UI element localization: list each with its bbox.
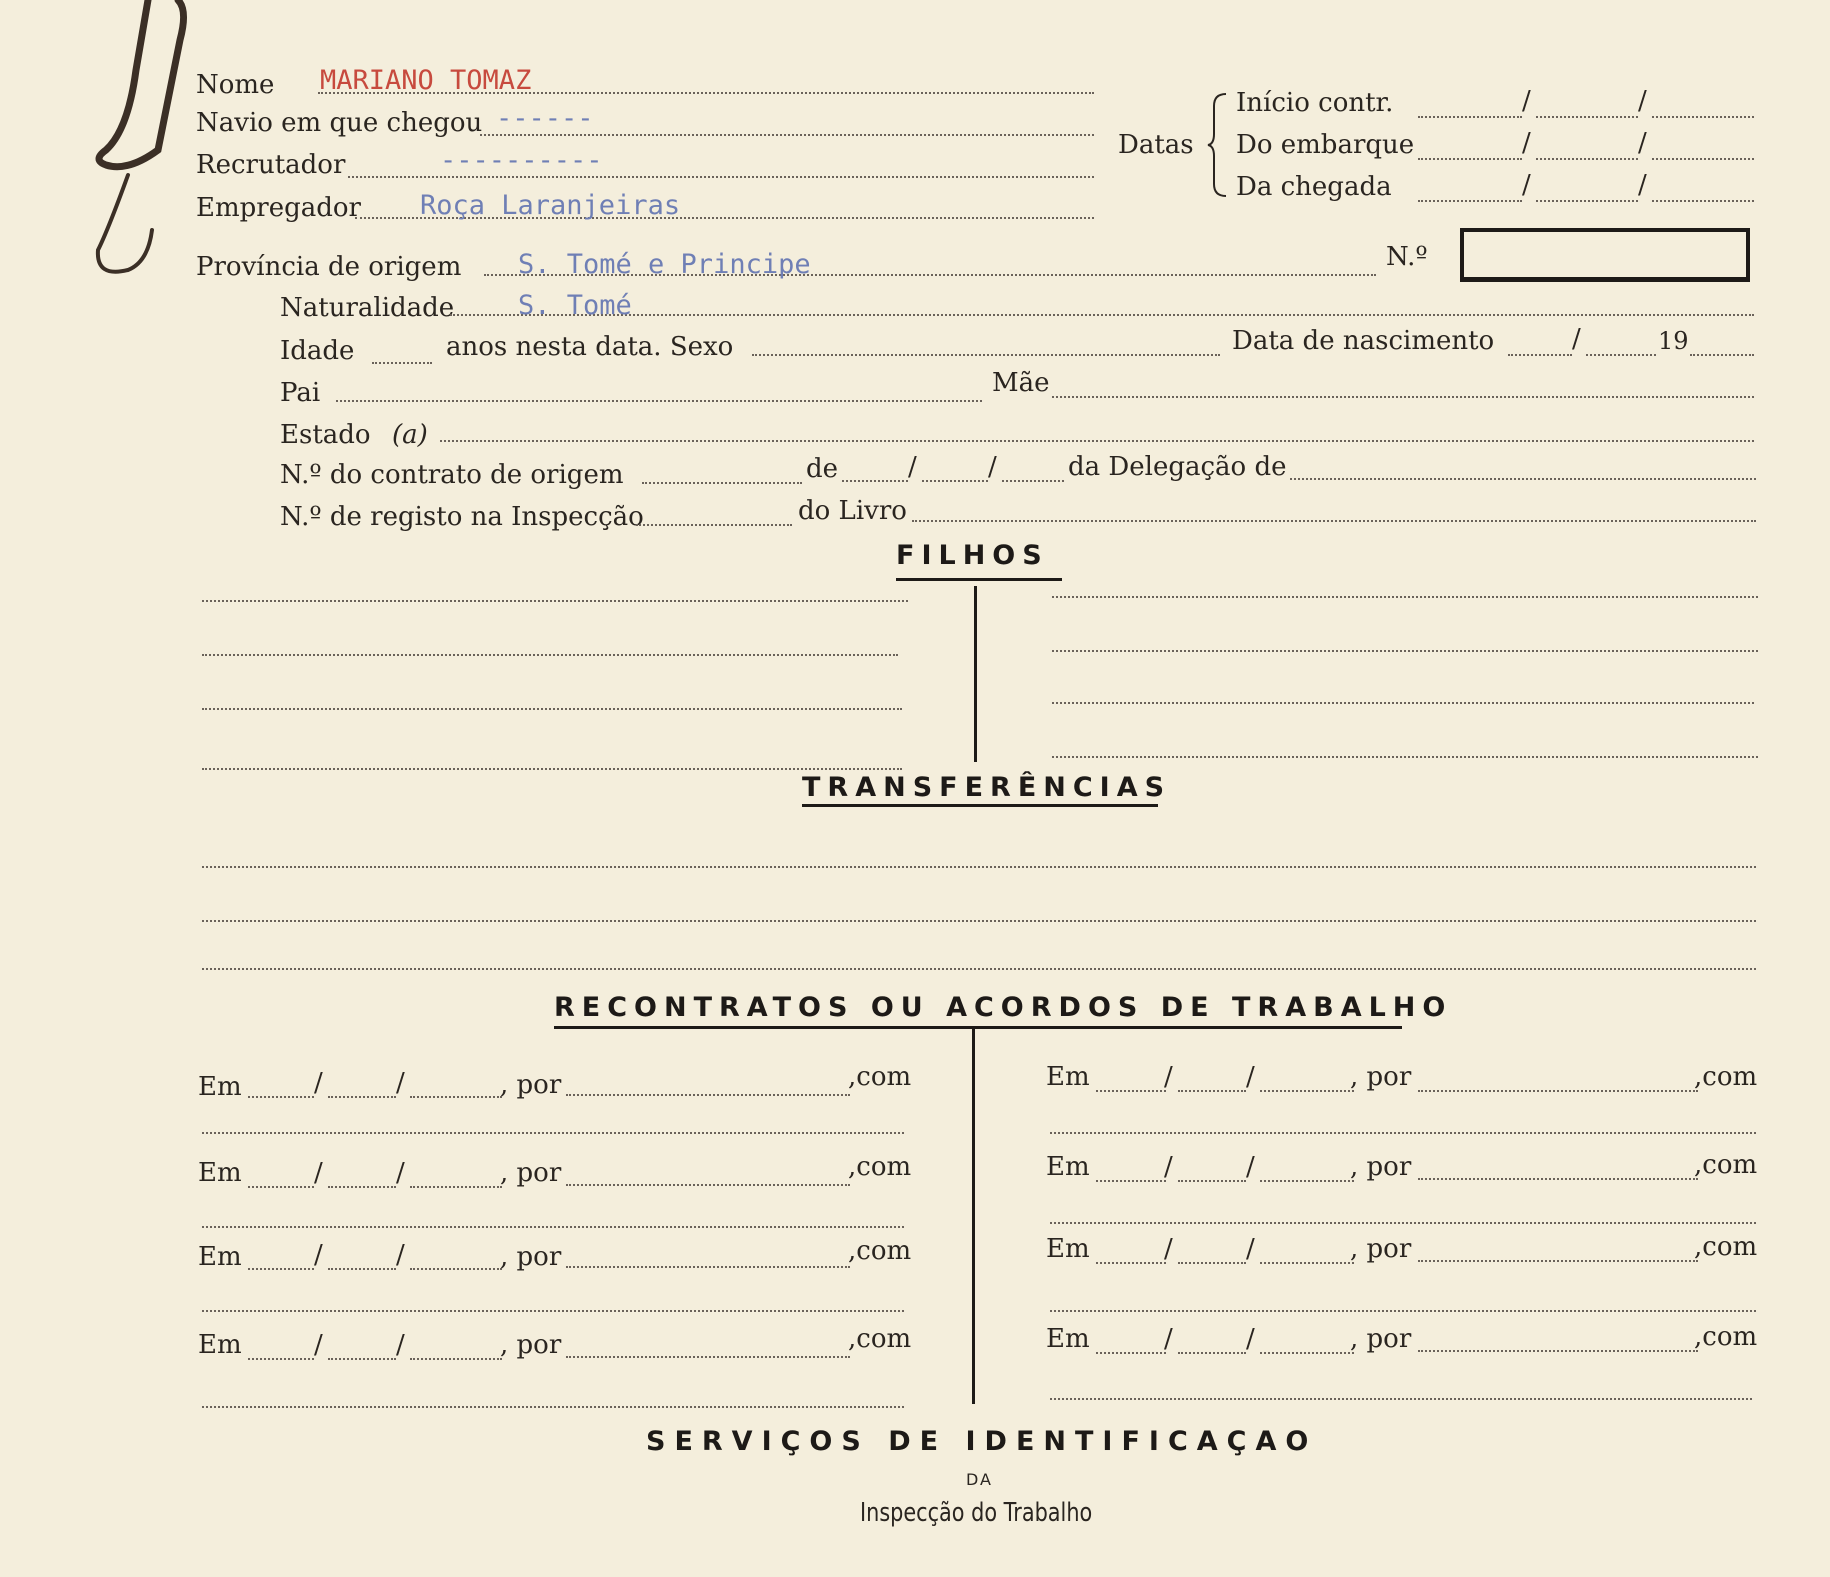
filhos-line-left[interactable] xyxy=(202,600,908,602)
por-label: , por xyxy=(1350,1324,1412,1354)
em-month[interactable] xyxy=(1178,1352,1246,1354)
slash: / xyxy=(1164,1234,1173,1264)
filhos-heading: FILHOS xyxy=(896,540,1049,571)
slash: / xyxy=(1522,86,1531,116)
filhos-line-right[interactable] xyxy=(1052,756,1758,758)
chegada-day[interactable] xyxy=(1418,200,1522,202)
slash: / xyxy=(396,1240,405,1270)
recrutador-value[interactable]: ---------- xyxy=(440,145,603,176)
chegada-year[interactable] xyxy=(1652,200,1754,202)
com-label: ,com xyxy=(1694,1322,1758,1352)
estado-note: (a) xyxy=(392,420,428,450)
slash: / xyxy=(1246,1324,1255,1354)
transferencia-line[interactable] xyxy=(202,968,1756,970)
filhos-line-right[interactable] xyxy=(1052,650,1758,652)
por-label: , por xyxy=(500,1158,562,1188)
embarque-label: Do embarque xyxy=(1236,130,1415,160)
slash: / xyxy=(1638,170,1647,200)
com-label: ,com xyxy=(1694,1062,1758,1092)
em-month[interactable] xyxy=(1178,1180,1246,1182)
em-day[interactable] xyxy=(248,1186,314,1188)
pai-field[interactable] xyxy=(336,400,982,402)
por-label: , por xyxy=(1350,1062,1412,1092)
recrutador-field-line xyxy=(348,176,1094,178)
por-field[interactable] xyxy=(566,1184,850,1186)
inicio-month[interactable] xyxy=(1536,116,1638,118)
slash: / xyxy=(1522,170,1531,200)
em-day[interactable] xyxy=(248,1358,314,1360)
com-field[interactable] xyxy=(202,1406,904,1408)
em-year[interactable] xyxy=(1260,1090,1354,1092)
transferencias-heading: TRANSFERÊNCIAS xyxy=(802,772,1172,803)
por-label: , por xyxy=(500,1070,562,1100)
em-year[interactable] xyxy=(1260,1180,1354,1182)
navio-field-line xyxy=(480,134,1094,136)
embarque-year[interactable] xyxy=(1652,158,1754,160)
slash: / xyxy=(314,1330,323,1360)
em-label: Em xyxy=(198,1242,242,1272)
slash: / xyxy=(1638,86,1647,116)
por-field[interactable] xyxy=(566,1266,850,1268)
filhos-line-left[interactable] xyxy=(202,708,902,710)
transferencia-line[interactable] xyxy=(202,866,1756,868)
com-label: ,com xyxy=(848,1324,912,1354)
em-day[interactable] xyxy=(1096,1180,1166,1182)
embarque-month[interactable] xyxy=(1536,158,1638,160)
por-field[interactable] xyxy=(566,1356,850,1358)
nascimento-year[interactable] xyxy=(1690,354,1754,356)
em-day[interactable] xyxy=(248,1268,314,1270)
estado-field[interactable] xyxy=(440,440,1754,442)
contrato-day[interactable] xyxy=(842,480,908,482)
nascimento-month[interactable] xyxy=(1586,354,1656,356)
em-year[interactable] xyxy=(410,1268,502,1270)
por-field[interactable] xyxy=(566,1094,850,1096)
livro-field[interactable] xyxy=(912,520,1756,522)
com-label: ,com xyxy=(848,1236,912,1266)
em-label: Em xyxy=(198,1072,242,1102)
filhos-underline xyxy=(896,578,1062,581)
filhos-line-left[interactable] xyxy=(202,768,902,770)
com-field[interactable] xyxy=(1050,1132,1756,1134)
contrato-label: N.º do contrato de origem xyxy=(280,460,624,490)
em-year[interactable] xyxy=(410,1358,502,1360)
navio-label: Navio em que chegou xyxy=(196,108,483,138)
com-label: ,com xyxy=(848,1152,912,1182)
estado-label: Estado xyxy=(280,420,371,450)
em-month[interactable] xyxy=(328,1096,396,1098)
por-label: , por xyxy=(500,1242,562,1272)
registo-field[interactable] xyxy=(636,524,792,526)
com-label: ,com xyxy=(1694,1150,1758,1180)
em-day[interactable] xyxy=(1096,1352,1166,1354)
slash: / xyxy=(908,452,917,482)
delegacao-label: da Delegação de xyxy=(1068,452,1287,482)
naturalidade-field-line xyxy=(450,314,1754,316)
com-field[interactable] xyxy=(202,1132,904,1134)
chegada-month[interactable] xyxy=(1536,200,1638,202)
recrutador-label: Recrutador xyxy=(196,150,346,180)
filhos-line-right[interactable] xyxy=(1052,702,1754,704)
inspeccao-label: Inspecção do Trabalho xyxy=(860,1498,1093,1528)
navio-value[interactable]: ------ xyxy=(496,103,594,134)
por-label: , por xyxy=(1350,1152,1412,1182)
livro-label: do Livro xyxy=(798,496,907,526)
recontratos-divider xyxy=(972,1028,975,1404)
inicio-day[interactable] xyxy=(1418,116,1522,118)
idade-label: Idade xyxy=(280,336,355,366)
nome-value[interactable]: MARIANO TOMAZ xyxy=(320,65,532,96)
provincia-label: Província de origem xyxy=(196,252,462,282)
nome-label: Nome xyxy=(196,70,275,100)
slash: / xyxy=(1246,1234,1255,1264)
filhos-line-right[interactable] xyxy=(1052,596,1758,598)
com-field[interactable] xyxy=(1050,1398,1752,1400)
slash: / xyxy=(1522,128,1531,158)
slash: / xyxy=(314,1158,323,1188)
da-label: DA xyxy=(966,1470,993,1489)
em-label: Em xyxy=(1046,1062,1090,1092)
em-label: Em xyxy=(198,1158,242,1188)
curly-brace-icon xyxy=(1206,92,1230,198)
em-month[interactable] xyxy=(328,1358,396,1360)
mae-field[interactable] xyxy=(1052,396,1754,398)
slash: / xyxy=(1246,1062,1255,1092)
nascimento-year-prefix: 19 xyxy=(1658,327,1689,355)
filhos-line-left[interactable] xyxy=(202,654,898,656)
nascimento-day[interactable] xyxy=(1508,354,1572,356)
em-month[interactable] xyxy=(328,1186,396,1188)
pai-label: Pai xyxy=(280,378,321,408)
em-month[interactable] xyxy=(1178,1090,1246,1092)
anos-sexo-label: anos nesta data. Sexo xyxy=(446,332,734,362)
numero-box[interactable] xyxy=(1460,228,1750,282)
slash: / xyxy=(396,1158,405,1188)
em-day[interactable] xyxy=(1096,1090,1166,1092)
naturalidade-label: Naturalidade xyxy=(280,293,455,323)
em-year[interactable] xyxy=(410,1096,502,1098)
chegada-label: Da chegada xyxy=(1236,172,1392,202)
slash: / xyxy=(396,1330,405,1360)
em-day[interactable] xyxy=(248,1096,314,1098)
servicos-heading: SERVIÇOS DE IDENTIFICAÇAO xyxy=(646,1426,1318,1457)
por-field[interactable] xyxy=(1418,1178,1698,1180)
datas-label: Datas xyxy=(1118,130,1194,160)
filhos-divider xyxy=(974,586,977,762)
com-label: ,com xyxy=(848,1062,912,1092)
com-field[interactable] xyxy=(202,1310,904,1312)
slash: / xyxy=(1164,1062,1173,1092)
por-field[interactable] xyxy=(1418,1350,1698,1352)
em-day[interactable] xyxy=(1096,1262,1166,1264)
em-label: Em xyxy=(1046,1152,1090,1182)
em-year[interactable] xyxy=(1260,1262,1354,1264)
em-month[interactable] xyxy=(1178,1262,1246,1264)
delegacao-field[interactable] xyxy=(1290,478,1756,480)
em-year[interactable] xyxy=(410,1186,502,1188)
mae-label: Mãe xyxy=(992,368,1050,398)
sexo-field[interactable] xyxy=(752,354,1220,356)
slash: / xyxy=(1164,1324,1173,1354)
com-field[interactable] xyxy=(1050,1310,1756,1312)
provincia-value[interactable]: S. Tomé e Principe xyxy=(518,249,811,280)
com-label: ,com xyxy=(1694,1232,1758,1262)
contrato-field[interactable] xyxy=(642,482,802,484)
recontratos-heading: RECONTRATOS OU ACORDOS DE TRABALHO xyxy=(554,992,1453,1023)
em-year[interactable] xyxy=(1260,1352,1354,1354)
embarque-day[interactable] xyxy=(1418,158,1522,160)
slash: / xyxy=(988,452,997,482)
empregador-label: Empregador xyxy=(196,193,361,223)
em-label: Em xyxy=(198,1330,242,1360)
transferencia-line[interactable] xyxy=(202,920,1756,922)
contrato-de-label: de xyxy=(806,454,839,484)
slash: / xyxy=(1638,128,1647,158)
em-label: Em xyxy=(1046,1234,1090,1264)
slash: / xyxy=(314,1240,323,1270)
inicio-label: Início contr. xyxy=(1236,88,1394,118)
empregador-value[interactable]: Roça Laranjeiras xyxy=(420,190,681,221)
slash: / xyxy=(314,1068,323,1098)
registo-label: N.º de registo na Inspecção xyxy=(280,502,644,532)
por-label: , por xyxy=(1350,1234,1412,1264)
contrato-month[interactable] xyxy=(922,480,988,482)
slash: / xyxy=(1164,1152,1173,1182)
nascimento-label: Data de nascimento xyxy=(1232,326,1495,356)
em-label: Em xyxy=(1046,1324,1090,1354)
contrato-year[interactable] xyxy=(1002,480,1064,482)
naturalidade-value[interactable]: S. Tomé xyxy=(518,290,632,321)
com-field[interactable] xyxy=(202,1226,904,1228)
paperclip-icon xyxy=(88,0,198,290)
por-field[interactable] xyxy=(1418,1090,1698,1092)
slash: / xyxy=(1572,324,1581,354)
numero-label: N.º xyxy=(1386,242,1428,272)
inicio-year[interactable] xyxy=(1652,116,1754,118)
em-month[interactable] xyxy=(328,1268,396,1270)
idade-field[interactable] xyxy=(372,362,432,364)
slash: / xyxy=(396,1068,405,1098)
recontratos-underline xyxy=(554,1026,1402,1029)
por-label: , por xyxy=(500,1330,562,1360)
slash: / xyxy=(1246,1152,1255,1182)
por-field[interactable] xyxy=(1418,1260,1698,1262)
com-field[interactable] xyxy=(1050,1222,1756,1224)
transferencias-underline xyxy=(802,804,1158,807)
